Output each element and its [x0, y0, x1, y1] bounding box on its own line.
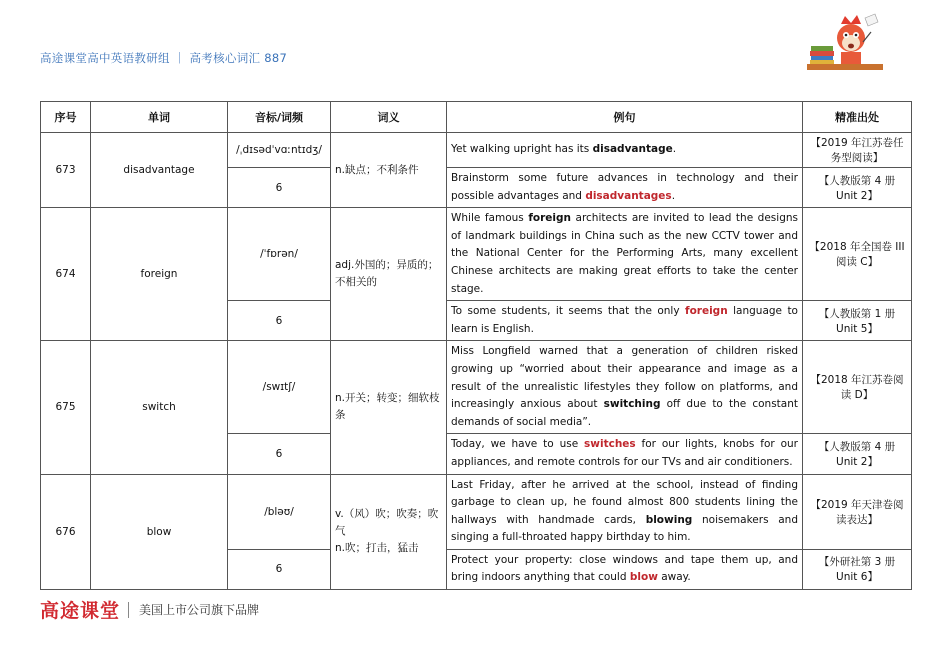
example-text: off due to the constant demands of social media”. [451, 398, 798, 428]
example-text: away. [657, 571, 691, 584]
vocabulary-table [40, 101, 912, 590]
example-text: Protect your property: close windows and tape them up, and bring indoors anything that could [451, 553, 798, 584]
entry-word: switch [91, 341, 228, 474]
meaning-line: n.缺点；不利条件 [335, 163, 419, 176]
entry-phonetic: /ˈfɒrən/ [228, 208, 331, 301]
entry-frequency: 6 [228, 549, 331, 589]
entry-phonetic: /swɪtʃ/ [228, 341, 331, 434]
entry-meaning [331, 341, 447, 474]
example-text: language to learn is English. [451, 305, 798, 335]
example-source: 【2019 年天津卷阅读表达】 [803, 474, 912, 549]
example-keyword: foreign [685, 305, 728, 318]
example-keyword: disadvantages [585, 189, 672, 202]
example-source: 【人教版第 4 册 Unit 2】 [803, 168, 912, 208]
example-sentence [447, 208, 803, 301]
example-keyword: switches [584, 438, 636, 451]
example-text: Yet walking upright has its [451, 143, 593, 156]
example-keyword: foreign [528, 212, 571, 225]
header-word: 单词 [91, 102, 228, 133]
example-text: . [672, 143, 677, 156]
table-row [41, 474, 912, 549]
example-text: Today, we have to use [451, 438, 585, 451]
header-meaning: 词义 [331, 102, 447, 133]
meaning-line: v.（风）吹；吹奏；吹气 [335, 508, 439, 538]
table-row [41, 133, 912, 168]
entry-word: foreign [91, 208, 228, 341]
meaning-line: adj.外国的；异质的；不相关的 [335, 259, 439, 289]
example-text: Miss Longfield warned that a generation of children risked growing up “worried about their appearance and image as a result of the unrealistic lifestyles they follow on platforms, and increasingly anxious about [451, 345, 798, 411]
entry-phonetic: /bləʊ/ [228, 474, 331, 549]
example-sentence [447, 474, 803, 549]
example-source: 【人教版第 1 册 Unit 5】 [803, 301, 912, 341]
footer-divider [128, 602, 129, 618]
example-text: Last Friday, after he arrived at the school, instead of finding garbage to clean up, he found almost 800 students lining the hallways with handmade cards, [451, 478, 798, 526]
example-text: While famous [451, 212, 529, 225]
example-text: Brainstorm some future advances in technology and their possible advantages and [451, 172, 798, 202]
example-source: 【2019 年江苏卷任务型阅读】 [803, 133, 912, 168]
example-text: architects are invited to lead the designs of landmark buildings in China such as the new CCTV tower and the National Center for the Performing Arts, many excellent Chinese architects are making great efforts to take the center stage. [451, 212, 798, 295]
example-source: 【2018 年江苏卷阅读 D】 [803, 341, 912, 434]
mascot-illustration [805, 12, 885, 72]
meaning-line: n.吹；打击，猛击 [335, 542, 419, 555]
example-text: for our lights, knobs for our appliances, and remote controls for our TVs and air conditioners. [451, 438, 798, 468]
page-footer [40, 596, 259, 623]
entry-index: 673 [41, 133, 91, 208]
entry-word: disadvantage [91, 133, 228, 208]
table-header-row [41, 102, 912, 133]
example-text: noisemakers and singing a full-throated happy birthday to him. [451, 513, 798, 544]
entry-index: 674 [41, 208, 91, 341]
example-keyword: blow [629, 571, 658, 584]
example-sentence [447, 341, 803, 434]
page-header-title: 高途课堂高中英语教研组 ｜ 高考核心词汇 887 [40, 51, 288, 65]
header-index: 序号 [41, 102, 91, 133]
example-sentence [447, 549, 803, 589]
example-sentence [447, 133, 803, 168]
example-source: 【2018 年全国卷 III 阅读 C】 [803, 208, 912, 301]
footer-tagline: 美国上市公司旗下品牌 [139, 603, 260, 617]
meaning-line: n.开关；转变；细软枝条 [335, 392, 440, 422]
entry-meaning [331, 133, 447, 208]
entry-index: 675 [41, 341, 91, 474]
example-source: 【外研社第 3 册 Unit 6】 [803, 549, 912, 589]
entry-frequency: 6 [228, 434, 331, 474]
brand-logo: 高途课堂 [40, 600, 121, 622]
example-keyword: disadvantage [592, 143, 673, 156]
example-source: 【人教版第 4 册 Unit 2】 [803, 434, 912, 474]
header-phonetic-frequency: 音标/词频 [228, 102, 331, 133]
example-sentence [447, 168, 803, 208]
entry-frequency: 6 [228, 301, 331, 341]
header-source: 精准出处 [803, 102, 912, 133]
table-row [41, 208, 912, 301]
entry-meaning [331, 474, 447, 590]
entry-phonetic: /ˌdɪsədˈvɑːntɪdʒ/ [228, 133, 331, 168]
example-keyword: blowing [645, 513, 693, 526]
example-sentence [447, 301, 803, 341]
entry-word: blow [91, 474, 228, 590]
example-sentence [447, 434, 803, 474]
entry-index: 676 [41, 474, 91, 590]
table-row [41, 341, 912, 434]
entry-meaning [331, 208, 447, 341]
example-text: To some students, it seems that the only [451, 305, 685, 318]
entry-frequency: 6 [228, 168, 331, 208]
example-text: . [671, 189, 676, 202]
header-example: 例句 [447, 102, 803, 133]
example-keyword: switching [603, 398, 661, 411]
